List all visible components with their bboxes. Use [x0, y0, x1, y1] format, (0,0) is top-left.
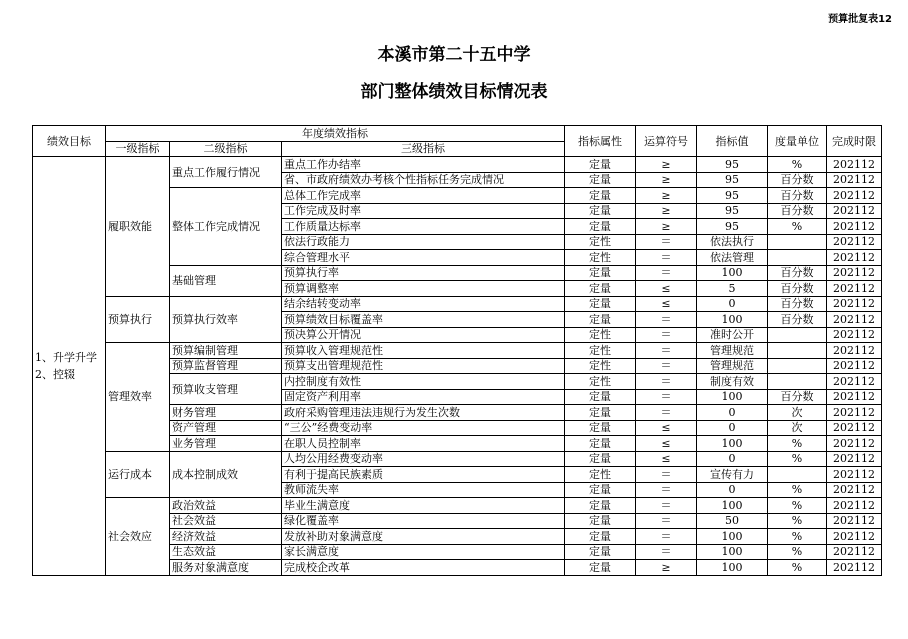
header-unit: 度量单位: [768, 126, 827, 157]
unit-cell: %: [768, 436, 827, 452]
value-cell: 100: [697, 312, 768, 328]
operator-cell: ＝: [636, 234, 697, 250]
deadline-cell: 202112: [827, 234, 882, 250]
value-cell: 准时公开: [697, 327, 768, 343]
operator-cell: ＝: [636, 482, 697, 498]
value-cell: 100: [697, 529, 768, 545]
deadline-cell: 202112: [827, 405, 882, 421]
operator-cell: ＝: [636, 498, 697, 514]
operator-cell: ≤: [636, 436, 697, 452]
deadline-cell: 202112: [827, 544, 882, 560]
level2-cell: 预算收支管理: [170, 374, 282, 405]
unit-cell: 百分数: [768, 312, 827, 328]
goal-cell: 1、升学升学 2、控辍: [33, 157, 106, 576]
deadline-cell: 202112: [827, 157, 882, 173]
table-row: [33, 296, 882, 312]
operator-cell: ＝: [636, 529, 697, 545]
level3-cell: 发放补助对象满意度: [282, 529, 565, 545]
value-cell: 0: [697, 482, 768, 498]
level3-cell: 有利于提高民族素质: [282, 467, 565, 483]
level2-cell: 预算监督管理: [170, 358, 282, 374]
value-cell: 95: [697, 203, 768, 219]
value-cell: 95: [697, 172, 768, 188]
operator-cell: ≤: [636, 451, 697, 467]
value-cell: 依法管理: [697, 250, 768, 266]
header-level2: 二级指标: [170, 141, 282, 157]
unit-cell: 百分数: [768, 188, 827, 204]
table-row: [33, 343, 882, 359]
table-row: [33, 451, 882, 467]
level2-cell: 重点工作履行情况: [170, 157, 282, 188]
level3-cell: 工作完成及时率: [282, 203, 565, 219]
operator-cell: ＝: [636, 265, 697, 281]
operator-cell: ＝: [636, 544, 697, 560]
value-cell: 95: [697, 188, 768, 204]
attribute-cell: 定性: [565, 343, 636, 359]
level3-cell: 绿化覆盖率: [282, 513, 565, 529]
level2-cell: 服务对象满意度: [170, 560, 282, 576]
attribute-cell: 定量: [565, 203, 636, 219]
deadline-cell: 202112: [827, 436, 882, 452]
deadline-cell: 202112: [827, 312, 882, 328]
value-cell: 0: [697, 451, 768, 467]
deadline-cell: 202112: [827, 343, 882, 359]
unit-cell: 百分数: [768, 389, 827, 405]
attribute-cell: 定量: [565, 281, 636, 297]
operator-cell: ≥: [636, 219, 697, 235]
header-level3: 三级指标: [282, 141, 565, 157]
header-operator: 运算符号: [636, 126, 697, 157]
level2-cell: 预算执行效率: [170, 296, 282, 343]
deadline-cell: 202112: [827, 389, 882, 405]
deadline-cell: 202112: [827, 374, 882, 390]
value-cell: 0: [697, 296, 768, 312]
level3-cell: “三公”经费变动率: [282, 420, 565, 436]
level3-cell: 结余结转变动率: [282, 296, 565, 312]
level3-cell: 总体工作完成率: [282, 188, 565, 204]
attribute-cell: 定性: [565, 234, 636, 250]
value-cell: 0: [697, 405, 768, 421]
attribute-cell: 定量: [565, 157, 636, 173]
unit-cell: [768, 250, 827, 266]
attribute-cell: 定量: [565, 544, 636, 560]
value-cell: 管理规范: [697, 343, 768, 359]
level3-cell: 家长满意度: [282, 544, 565, 560]
header-goal: 绩效目标: [33, 126, 106, 157]
operator-cell: ＝: [636, 389, 697, 405]
unit-cell: [768, 327, 827, 343]
attribute-cell: 定量: [565, 296, 636, 312]
deadline-cell: 202112: [827, 529, 882, 545]
deadline-cell: 202112: [827, 467, 882, 483]
level2-cell: 基础管理: [170, 265, 282, 296]
value-cell: 100: [697, 498, 768, 514]
unit-cell: %: [768, 498, 827, 514]
unit-cell: %: [768, 513, 827, 529]
level3-cell: 工作质量达标率: [282, 219, 565, 235]
attribute-cell: 定量: [565, 498, 636, 514]
unit-cell: [768, 374, 827, 390]
attribute-cell: 定量: [565, 560, 636, 576]
value-cell: 宣传有力: [697, 467, 768, 483]
unit-cell: %: [768, 560, 827, 576]
value-cell: 0: [697, 420, 768, 436]
operator-cell: ＝: [636, 312, 697, 328]
level1-cell: 预算执行: [106, 296, 170, 343]
level1-cell: 运行成本: [106, 451, 170, 498]
level3-cell: 人均公用经费变动率: [282, 451, 565, 467]
operator-cell: ≥: [636, 188, 697, 204]
table-row: [33, 498, 882, 514]
level2-cell: 资产管理: [170, 420, 282, 436]
performance-table: [32, 125, 882, 576]
operator-cell: ＝: [636, 374, 697, 390]
level3-cell: 预算执行率: [282, 265, 565, 281]
deadline-cell: 202112: [827, 219, 882, 235]
header-value: 指标值: [697, 126, 768, 157]
page-title: 本溪市第二十五中学: [377, 45, 531, 65]
unit-cell: %: [768, 157, 827, 173]
unit-cell: 百分数: [768, 296, 827, 312]
attribute-cell: 定性: [565, 250, 636, 266]
deadline-cell: 202112: [827, 420, 882, 436]
attribute-cell: 定量: [565, 172, 636, 188]
deadline-cell: 202112: [827, 188, 882, 204]
attribute-cell: 定性: [565, 374, 636, 390]
attribute-cell: 定量: [565, 188, 636, 204]
level3-cell: 预算调整率: [282, 281, 565, 297]
deadline-cell: 202112: [827, 451, 882, 467]
level3-cell: 预算收入管理规范性: [282, 343, 565, 359]
attribute-cell: 定量: [565, 513, 636, 529]
deadline-cell: 202112: [827, 482, 882, 498]
unit-cell: [768, 467, 827, 483]
level1-cell: 管理效率: [106, 343, 170, 452]
deadline-cell: 202112: [827, 560, 882, 576]
level3-cell: 在职人员控制率: [282, 436, 565, 452]
operator-cell: ≥: [636, 203, 697, 219]
attribute-cell: 定性: [565, 467, 636, 483]
level3-cell: 预算支出管理规范性: [282, 358, 565, 374]
level3-cell: 依法行政能力: [282, 234, 565, 250]
deadline-cell: 202112: [827, 172, 882, 188]
operator-cell: ≤: [636, 420, 697, 436]
table-body: [33, 157, 882, 576]
attribute-cell: 定量: [565, 482, 636, 498]
header-level1: 一级指标: [106, 141, 170, 157]
level2-cell: 经济效益: [170, 529, 282, 545]
unit-cell: 百分数: [768, 172, 827, 188]
unit-cell: 百分数: [768, 281, 827, 297]
value-cell: 100: [697, 436, 768, 452]
level1-cell: 社会效应: [106, 498, 170, 576]
unit-cell: 次: [768, 405, 827, 421]
unit-cell: 百分数: [768, 265, 827, 281]
attribute-cell: 定性: [565, 327, 636, 343]
attribute-cell: 定量: [565, 451, 636, 467]
deadline-cell: 202112: [827, 513, 882, 529]
level2-cell: 预算编制管理: [170, 343, 282, 359]
operator-cell: ≤: [636, 281, 697, 297]
deadline-cell: 202112: [827, 250, 882, 266]
level3-cell: 预决算公开情况: [282, 327, 565, 343]
attribute-cell: 定量: [565, 312, 636, 328]
attribute-cell: 定量: [565, 265, 636, 281]
level1-cell: 履职效能: [106, 157, 170, 297]
deadline-cell: 202112: [827, 327, 882, 343]
unit-cell: [768, 358, 827, 374]
value-cell: 50: [697, 513, 768, 529]
deadline-cell: 202112: [827, 498, 882, 514]
level3-cell: 完成校企改革: [282, 560, 565, 576]
level3-cell: 综合管理水平: [282, 250, 565, 266]
attribute-cell: 定量: [565, 420, 636, 436]
value-cell: 制度有效: [697, 374, 768, 390]
operator-cell: ＝: [636, 327, 697, 343]
level3-cell: 省、市政府绩效办考核个性指标任务完成情况: [282, 172, 565, 188]
value-cell: 95: [697, 219, 768, 235]
unit-cell: %: [768, 451, 827, 467]
unit-cell: 次: [768, 420, 827, 436]
level3-cell: 重点工作办结率: [282, 157, 565, 173]
value-cell: 100: [697, 544, 768, 560]
operator-cell: ≤: [636, 296, 697, 312]
value-cell: 100: [697, 265, 768, 281]
value-cell: 100: [697, 560, 768, 576]
header-annual-indicators: 年度绩效指标: [106, 126, 565, 142]
level2-cell: 整体工作完成情况: [170, 188, 282, 266]
unit-cell: %: [768, 219, 827, 235]
level3-cell: 预算绩效目标覆盖率: [282, 312, 565, 328]
deadline-cell: 202112: [827, 203, 882, 219]
attribute-cell: 定量: [565, 436, 636, 452]
deadline-cell: 202112: [827, 265, 882, 281]
attribute-cell: 定量: [565, 529, 636, 545]
level2-cell: 业务管理: [170, 436, 282, 452]
attribute-cell: 定性: [565, 358, 636, 374]
level2-cell: 生态效益: [170, 544, 282, 560]
attribute-cell: 定量: [565, 405, 636, 421]
unit-cell: [768, 343, 827, 359]
level2-cell: 财务管理: [170, 405, 282, 421]
unit-cell: %: [768, 544, 827, 560]
level2-cell: 成本控制成效: [170, 451, 282, 498]
operator-cell: ＝: [636, 467, 697, 483]
value-cell: 100: [697, 389, 768, 405]
deadline-cell: 202112: [827, 358, 882, 374]
unit-cell: 百分数: [768, 203, 827, 219]
level2-cell: 政治效益: [170, 498, 282, 514]
operator-cell: ＝: [636, 405, 697, 421]
level3-cell: 政府采购管理违法违规行为发生次数: [282, 405, 565, 421]
unit-cell: %: [768, 529, 827, 545]
operator-cell: ＝: [636, 358, 697, 374]
level3-cell: 固定资产利用率: [282, 389, 565, 405]
header-deadline: 完成时限: [827, 126, 882, 157]
unit-cell: [768, 234, 827, 250]
operator-cell: ＝: [636, 513, 697, 529]
value-cell: 依法执行: [697, 234, 768, 250]
unit-cell: %: [768, 482, 827, 498]
operator-cell: ≥: [636, 172, 697, 188]
operator-cell: ≥: [636, 157, 697, 173]
operator-cell: ＝: [636, 343, 697, 359]
operator-cell: ＝: [636, 250, 697, 266]
page-subtitle: 部门整体绩效目标情况表: [360, 82, 548, 102]
form-code: 预算批复表12: [828, 14, 892, 25]
value-cell: 5: [697, 281, 768, 297]
deadline-cell: 202112: [827, 296, 882, 312]
level3-cell: 毕业生满意度: [282, 498, 565, 514]
header-attribute: 指标属性: [565, 126, 636, 157]
attribute-cell: 定量: [565, 219, 636, 235]
level2-cell: 社会效益: [170, 513, 282, 529]
deadline-cell: 202112: [827, 281, 882, 297]
value-cell: 管理规范: [697, 358, 768, 374]
level3-cell: 教师流失率: [282, 482, 565, 498]
attribute-cell: 定量: [565, 389, 636, 405]
level3-cell: 内控制度有效性: [282, 374, 565, 390]
operator-cell: ≥: [636, 560, 697, 576]
value-cell: 95: [697, 157, 768, 173]
table-row: [33, 157, 882, 173]
